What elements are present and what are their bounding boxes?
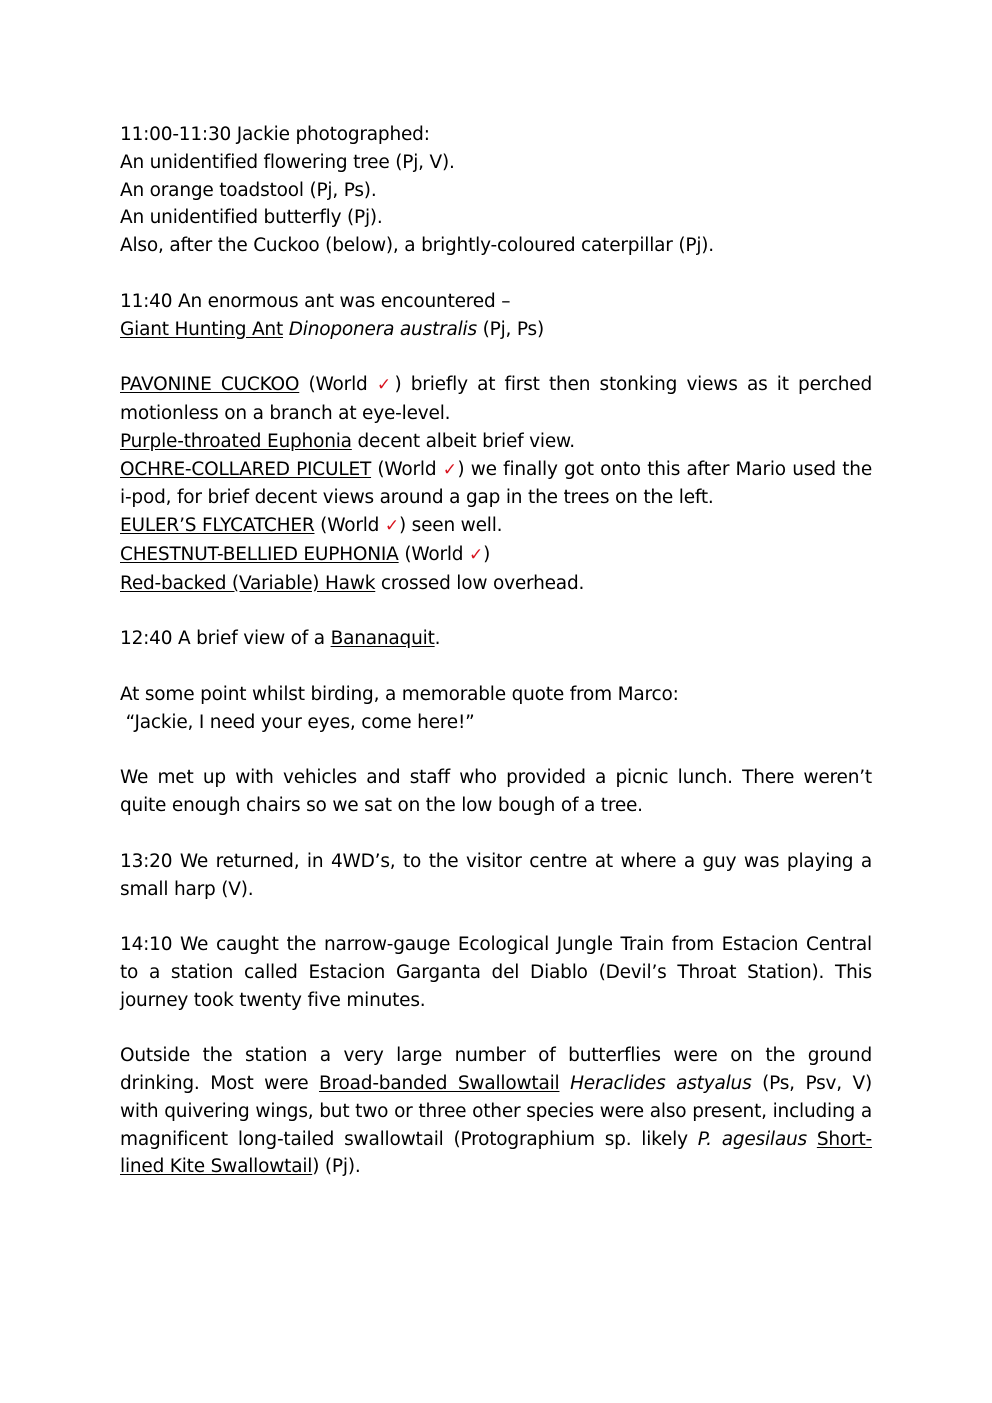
paragraph: 13:20 We returned, in 4WD’s, to the visitor centre at where a guy was playing a small harp (V). bbox=[120, 850, 872, 900]
text-line: An unidentified butterfly (Pj). bbox=[120, 207, 383, 229]
species-name: EULER’S FLYCATCHER bbox=[120, 515, 315, 537]
checkmark-icon: ✓ bbox=[469, 544, 484, 565]
quote: “Jackie, I need your eyes, come here!” bbox=[120, 711, 475, 733]
checkmark-icon: ✓ bbox=[376, 375, 395, 396]
butterfly-paragraph: Outside the station a very large number of butterflies were on the ground drinking. Most were Broad-banded Swallowtail Heraclides astyalus (Ps, Psv, V) with quivering wings, but two or three other species were also present, including a magnificent long-tailed swallowtail (Protographium sp. likely P. agesilaus Short-lined Kite Swallowtail) (Pj). bbox=[120, 1045, 872, 1178]
paragraph: We met up with vehicles and staff who provided a picnic lunch. There weren’t quite enough chairs so we sat on the low bough of a tree. bbox=[120, 767, 872, 817]
latin-name: Dinoponera australis bbox=[288, 318, 477, 340]
bird-record: 12:40 A brief view of a Bananaquit. bbox=[120, 628, 441, 650]
species-name: Purple-throated Euphonia bbox=[120, 430, 352, 452]
bird-record: Red-backed (Variable) Hawk crossed low overhead. bbox=[120, 572, 585, 594]
species-name: Bananaquit bbox=[330, 628, 435, 650]
latin-name: Heraclides astyalus bbox=[570, 1073, 752, 1095]
text-line: Also, after the Cuckoo (below), a brightly-coloured caterpillar (Pj). bbox=[120, 235, 714, 257]
ant-record: Giant Hunting Ant Dinoponera australis (Pj, Ps) bbox=[120, 318, 544, 340]
text-line: At some point whilst birding, a memorable quote from Marco: bbox=[120, 683, 679, 705]
species-name: Giant Hunting Ant bbox=[120, 318, 284, 340]
bird-record: Purple-throated Euphonia decent albeit brief view. bbox=[120, 430, 575, 452]
paragraph: 14:10 We caught the narrow-gauge Ecological Jungle Train from Estacion Central to a station called Estacion Garganta del Diablo (Devil’s Throat Station). This journey took twenty five minutes. bbox=[120, 934, 872, 1011]
species-name: OCHRE-COLLARED PICULET bbox=[120, 458, 372, 480]
checkmark-icon: ✓ bbox=[442, 459, 458, 480]
bird-record-cuckoo: PAVONINE CUCKOO (World ✓) briefly at first then stonking views as it perched motionless on a branch at eye-level. bbox=[120, 374, 872, 424]
species-name: PAVONINE CUCKOO bbox=[120, 374, 300, 396]
checkmark-icon: ✓ bbox=[384, 516, 399, 537]
bird-record: CHESTNUT-BELLIED EUPHONIA (World ✓) bbox=[120, 543, 491, 565]
latin-name: P. agesilaus bbox=[697, 1128, 807, 1150]
species-name: Red-backed (Variable) Hawk bbox=[120, 572, 376, 594]
document-page bbox=[120, 121, 872, 1181]
species-name: Short-lined Kite Swallowtail bbox=[120, 1128, 872, 1178]
species-name: Broad-banded Swallowtail bbox=[319, 1073, 560, 1095]
text-line: An unidentified flowering tree (Pj, V). bbox=[120, 151, 455, 173]
text-line: 11:40 An enormous ant was encountered – bbox=[120, 290, 511, 312]
bird-record-piculet: OCHRE-COLLARED PICULET (World ✓) we finally got onto this after Mario used the i-pod, for brief decent views around a gap in the trees on the left. bbox=[120, 458, 872, 509]
species-name: CHESTNUT-BELLIED EUPHONIA bbox=[120, 543, 399, 565]
text-line: An orange toadstool (Pj, Ps). bbox=[120, 179, 377, 201]
bird-record: EULER’S FLYCATCHER (World ✓) seen well. bbox=[120, 515, 503, 537]
text-line: 11:00-11:30 Jackie photographed: bbox=[120, 124, 430, 145]
